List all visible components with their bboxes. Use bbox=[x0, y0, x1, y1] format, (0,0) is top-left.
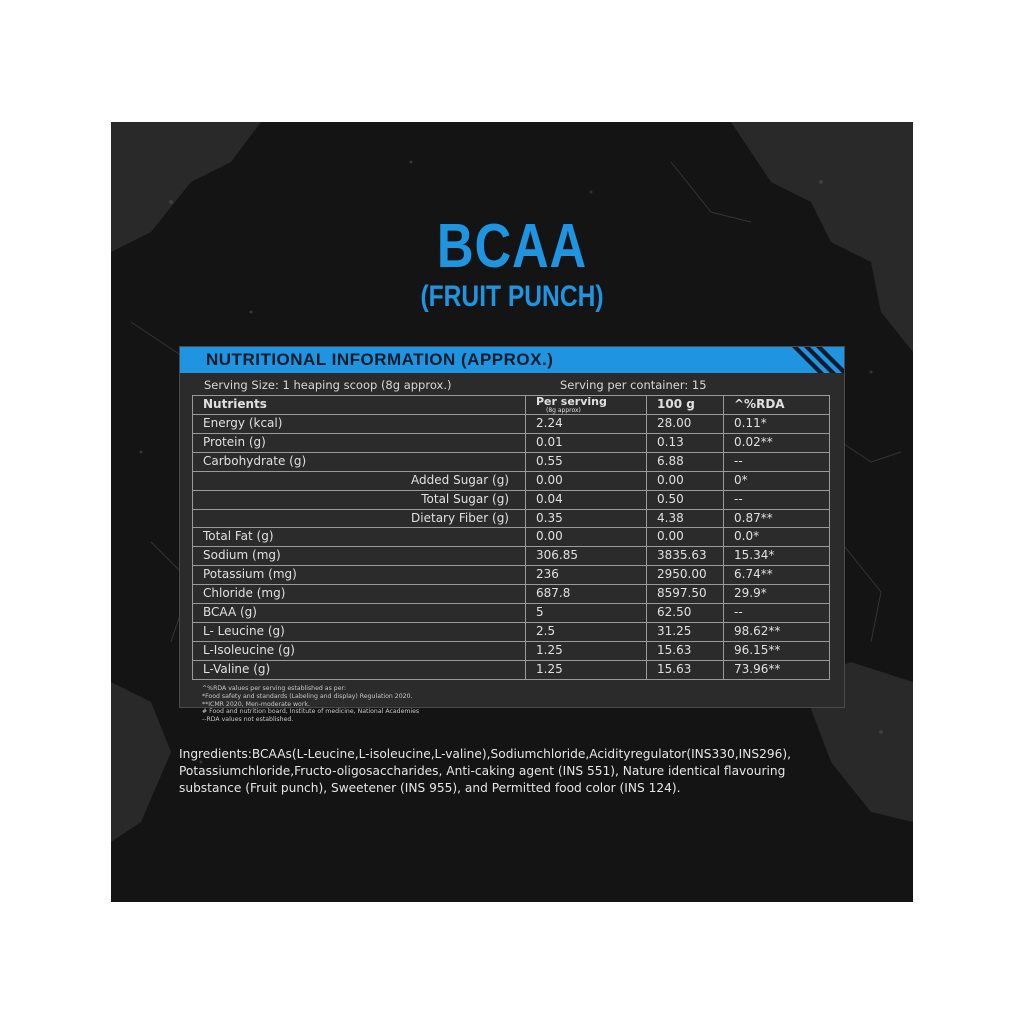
per-serving-value: 306.85 bbox=[526, 547, 647, 566]
nutrient-name: Dietary Fiber (g) bbox=[193, 509, 526, 528]
nutrition-table bbox=[192, 395, 830, 680]
ingredients-text bbox=[179, 746, 859, 797]
rda-value: -- bbox=[724, 604, 830, 623]
per-100g-value: 3835.63 bbox=[647, 547, 724, 566]
rda-value: -- bbox=[724, 490, 830, 509]
header-per-100g: 100 g bbox=[647, 396, 724, 415]
per-serving-note: (8g approx) bbox=[546, 407, 581, 414]
per-100g-value: 0.13 bbox=[647, 433, 724, 452]
rda-value: 0.87** bbox=[724, 509, 830, 528]
per-serving-value: 0.00 bbox=[526, 528, 647, 547]
table-row bbox=[193, 566, 830, 585]
per-serving-value: 236 bbox=[526, 566, 647, 585]
ingredients-line: Potassiumchloride,Fructo-oligosaccharides, Anti-caking agent (INS 551), Nature identical flavouring bbox=[179, 764, 786, 778]
serving-size: Serving Size: 1 heaping scoop (8g approx.) bbox=[204, 378, 452, 392]
rda-value: 29.9* bbox=[724, 585, 830, 604]
footnote-line: # Food and nutrition board, Institute of medicine, National Academies bbox=[202, 708, 420, 716]
table-row bbox=[193, 528, 830, 547]
table-row bbox=[193, 585, 830, 604]
per-serving-value: 687.8 bbox=[526, 585, 647, 604]
nutrient-name: Energy (kcal) bbox=[193, 415, 526, 434]
nutrient-name: Potassium (mg) bbox=[193, 566, 526, 585]
footnote-line: **ICMR 2020, Men-moderate work. bbox=[202, 700, 310, 708]
header-rda: ^%RDA bbox=[724, 396, 830, 415]
product-flavour: (FRUIT PUNCH) bbox=[420, 280, 604, 313]
rda-value: 0.02** bbox=[724, 433, 830, 452]
per-100g-value: 15.63 bbox=[647, 641, 724, 660]
table-row bbox=[193, 433, 830, 452]
nutrition-label bbox=[179, 346, 845, 724]
per-serving-value: 1.25 bbox=[526, 660, 647, 679]
nutrient-name: Carbohydrate (g) bbox=[193, 452, 526, 471]
table-row bbox=[193, 641, 830, 660]
rda-value: 15.34* bbox=[724, 547, 830, 566]
rda-value: -- bbox=[724, 452, 830, 471]
footnote-line: ^%RDA values per serving established as per: bbox=[202, 685, 347, 692]
per-100g-value: 28.00 bbox=[647, 415, 724, 434]
per-serving-label: Per serving bbox=[536, 395, 607, 408]
header-per-serving bbox=[526, 396, 647, 415]
table-row bbox=[193, 660, 830, 679]
label-header-bar bbox=[180, 347, 844, 373]
nutrient-name: Total Sugar (g) bbox=[193, 490, 526, 509]
per-100g-value: 2950.00 bbox=[647, 566, 724, 585]
header-stripes-decoration bbox=[784, 347, 844, 373]
serving-info bbox=[204, 377, 814, 393]
per-serving-value: 1.25 bbox=[526, 641, 647, 660]
table-row bbox=[193, 604, 830, 623]
header-nutrients: Nutrients bbox=[193, 396, 526, 415]
per-serving-value: 0.00 bbox=[526, 471, 647, 490]
table-row bbox=[193, 509, 830, 528]
rda-value: 98.62** bbox=[724, 622, 830, 641]
table-row bbox=[193, 471, 830, 490]
rda-value: 0.0* bbox=[724, 528, 830, 547]
rda-value: 96.15** bbox=[724, 641, 830, 660]
nutrient-name: Chloride (mg) bbox=[193, 585, 526, 604]
per-100g-value: 0.00 bbox=[647, 528, 724, 547]
nutrient-name: BCAA (g) bbox=[193, 604, 526, 623]
per-100g-value: 62.50 bbox=[647, 604, 724, 623]
table-row bbox=[193, 490, 830, 509]
nutrient-name: L-Isoleucine (g) bbox=[193, 641, 526, 660]
ingredients-line: substance (Fruit punch), Sweetener (INS 955), and Permitted food color (INS 124). bbox=[179, 781, 681, 795]
per-100g-value: 31.25 bbox=[647, 622, 724, 641]
per-100g-value: 6.88 bbox=[647, 452, 724, 471]
nutrient-name: L-Valine (g) bbox=[193, 660, 526, 679]
nutrient-name: L- Leucine (g) bbox=[193, 622, 526, 641]
ingredients-line: Ingredients:BCAAs(L-Leucine,L-isoleucine,L-valine),Sodiumchloride,Acidityregulator(INS330,INS296), bbox=[179, 747, 791, 761]
product-title: BCAA bbox=[436, 212, 588, 281]
per-100g-value: 0.50 bbox=[647, 490, 724, 509]
footnote-line: *Food safety and standards (Labeling and display) Regulation 2020. bbox=[202, 692, 413, 700]
nutrient-name: Sodium (mg) bbox=[193, 547, 526, 566]
rda-value: 0.11* bbox=[724, 415, 830, 434]
table-row bbox=[193, 415, 830, 434]
per-serving-value: 0.55 bbox=[526, 452, 647, 471]
table-header-row bbox=[193, 396, 830, 415]
product-panel bbox=[111, 122, 913, 902]
per-serving-value: 0.04 bbox=[526, 490, 647, 509]
per-100g-value: 4.38 bbox=[647, 509, 724, 528]
rda-value: 6.74** bbox=[724, 566, 830, 585]
per-100g-value: 15.63 bbox=[647, 660, 724, 679]
per-serving-value: 5 bbox=[526, 604, 647, 623]
nutrient-name: Total Fat (g) bbox=[193, 528, 526, 547]
rda-value: 0* bbox=[724, 471, 830, 490]
per-serving-value: 0.35 bbox=[526, 509, 647, 528]
label-heading: NUTRITIONAL INFORMATION (APPROX.) bbox=[206, 350, 554, 369]
nutrient-name: Added Sugar (g) bbox=[193, 471, 526, 490]
table-row bbox=[193, 547, 830, 566]
rda-value: 73.96** bbox=[724, 660, 830, 679]
per-serving-value: 2.5 bbox=[526, 622, 647, 641]
per-100g-value: 8597.50 bbox=[647, 585, 724, 604]
servings-per-container: Serving per container: 15 bbox=[560, 378, 707, 392]
per-serving-value: 2.24 bbox=[526, 415, 647, 434]
footnotes bbox=[202, 685, 419, 724]
table-row bbox=[193, 452, 830, 471]
per-serving-value: 0.01 bbox=[526, 433, 647, 452]
per-100g-value: 0.00 bbox=[647, 471, 724, 490]
nutrient-name: Protein (g) bbox=[193, 433, 526, 452]
footnote-line: --RDA values not established. bbox=[202, 716, 294, 724]
table-row bbox=[193, 622, 830, 641]
